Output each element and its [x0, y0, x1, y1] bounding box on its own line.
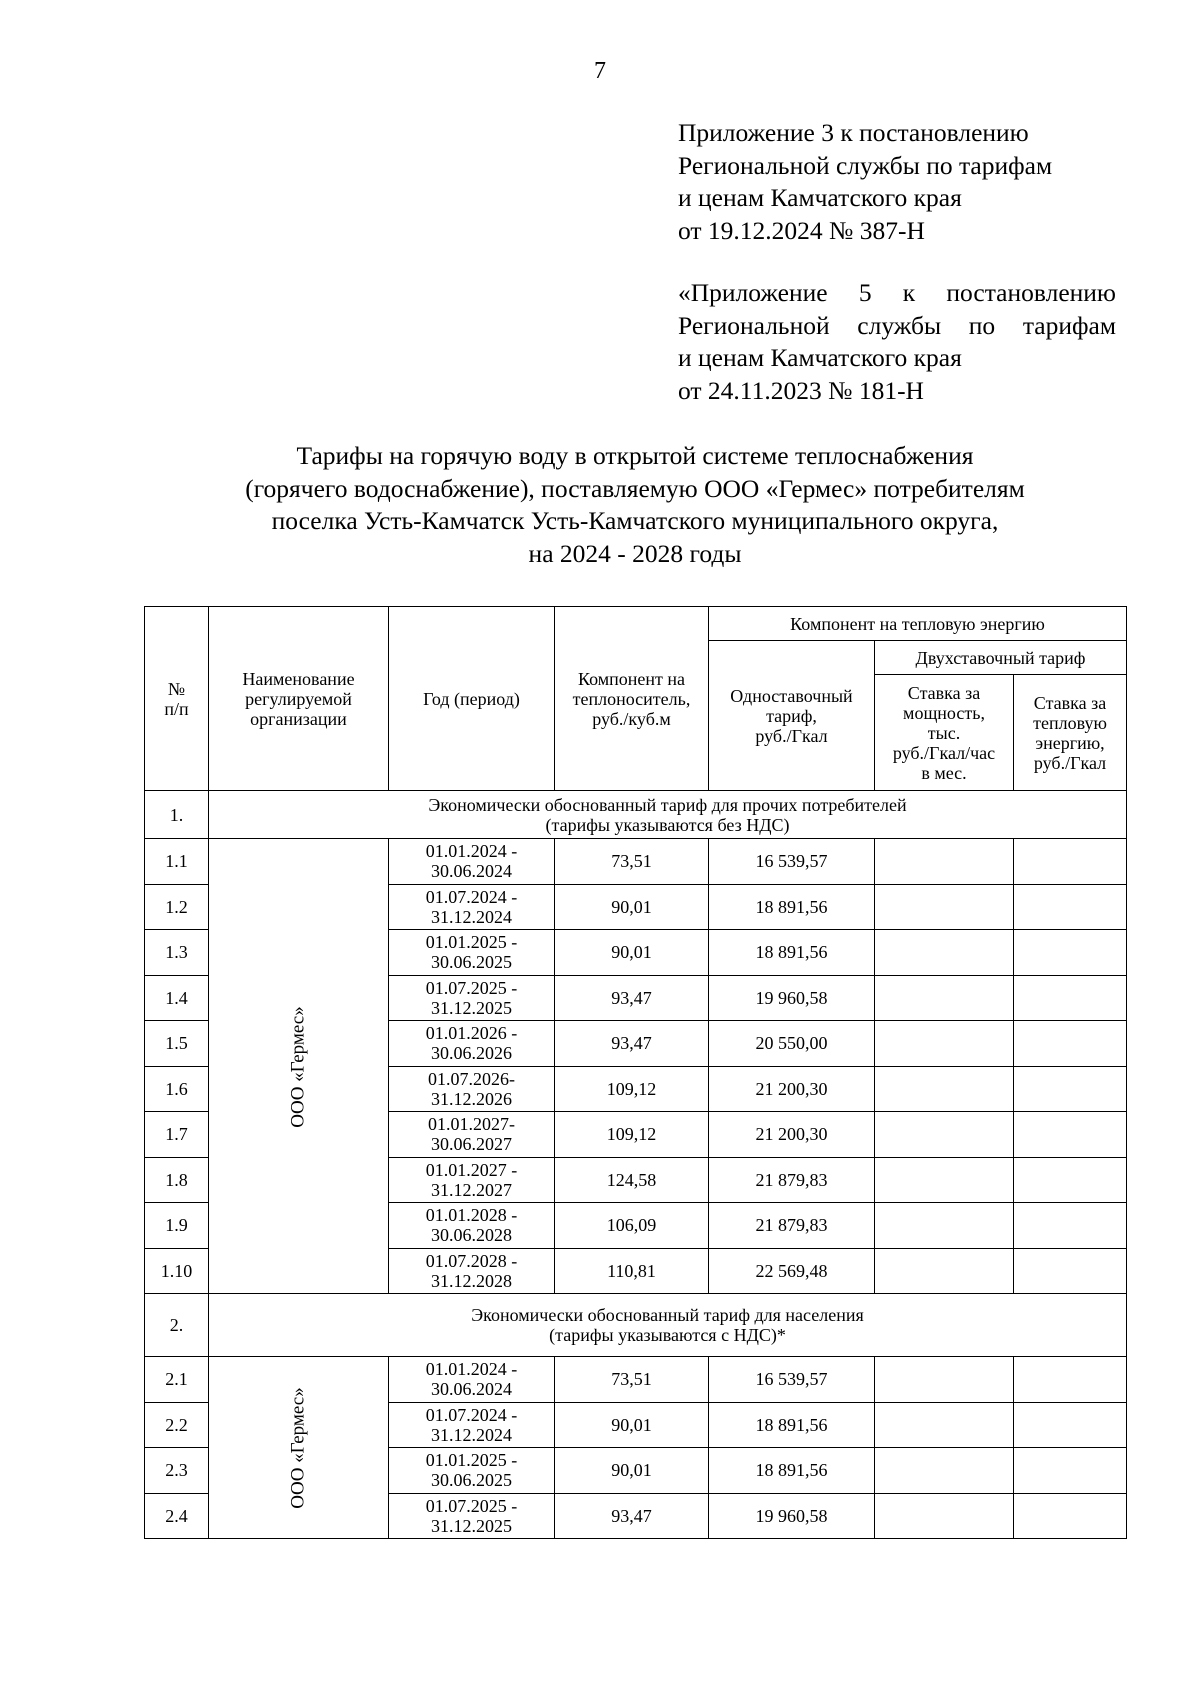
header-single-line: тариф, — [766, 705, 817, 726]
period-line: 30.06.2028 — [431, 1225, 512, 1246]
header-carrier-line: руб./куб.м — [592, 708, 671, 729]
row-number: 1.8 — [145, 1157, 209, 1203]
header-capacity-line: мощность, — [903, 702, 985, 723]
period-line: 30.06.2027 — [431, 1134, 512, 1155]
carrier-value: 93,47 — [555, 1021, 709, 1067]
energy-rate-value — [1014, 1021, 1127, 1067]
section-title — [209, 791, 1127, 839]
single-rate-value: 18 891,56 — [709, 884, 875, 930]
appendix-original-line: от 24.11.2023 № 181-Н — [678, 375, 924, 405]
organization-name: ООО «Гермес» — [287, 1005, 309, 1128]
header-org-line: организации — [250, 708, 347, 729]
capacity-rate-value — [875, 975, 1014, 1021]
period-line: 01.07.2025 - — [425, 1495, 518, 1516]
period-line: 30.06.2024 — [431, 1379, 512, 1400]
header-energy-line: энергию, — [1035, 732, 1105, 753]
carrier-value: 90,01 — [555, 1402, 709, 1448]
appendix-current-line: Приложение 3 к постановлению — [678, 118, 1029, 147]
period-cell — [389, 1021, 555, 1067]
capacity-rate-value — [875, 1357, 1014, 1403]
section-title-line: (тарифы указываются без НДС) — [545, 814, 790, 835]
carrier-value: 106,09 — [555, 1203, 709, 1249]
row-number: 2.4 — [145, 1493, 209, 1539]
organization-name: ООО «Гермес» — [287, 1387, 309, 1509]
capacity-rate-value — [875, 930, 1014, 976]
header-single-line: руб./Гкал — [755, 725, 828, 746]
period-line: 31.12.2026 — [431, 1088, 512, 1109]
row-number: 1.5 — [145, 1021, 209, 1067]
period-cell — [389, 1448, 555, 1494]
single-rate-value: 21 879,83 — [709, 1203, 875, 1249]
capacity-rate-value — [875, 1402, 1014, 1448]
single-rate-value: 20 550,00 — [709, 1021, 875, 1067]
energy-rate-value — [1014, 1402, 1127, 1448]
section-title-line: Экономически обоснованный тариф для населения — [471, 1305, 864, 1325]
energy-rate-value — [1014, 1493, 1127, 1539]
appendix-original-line: Региональной службы по тарифам — [678, 310, 1116, 340]
energy-rate-value — [1014, 1112, 1127, 1158]
period-line: 01.01.2027 - — [425, 1159, 518, 1180]
header-two-rate: Двухставочный тариф — [875, 641, 1127, 675]
header-org-line: регулируемой — [245, 688, 352, 709]
energy-rate-value — [1014, 1203, 1127, 1249]
header-energy-line: Ставка за — [1033, 692, 1107, 713]
header-num — [145, 607, 209, 791]
row-number: 1.1 — [145, 839, 209, 885]
energy-rate-value — [1014, 1248, 1127, 1294]
document-title — [130, 440, 1140, 570]
table-row — [145, 1357, 1127, 1403]
carrier-value: 110,81 — [555, 1248, 709, 1294]
table-body — [145, 791, 1127, 1539]
period-cell — [389, 1248, 555, 1294]
period-cell — [389, 884, 555, 930]
row-number: 2.3 — [145, 1448, 209, 1494]
period-line: 01.01.2024 - — [425, 1359, 518, 1380]
period-cell — [389, 1203, 555, 1249]
period-line: 31.12.2024 — [431, 906, 512, 927]
row-number: 1.9 — [145, 1203, 209, 1249]
energy-rate-value — [1014, 839, 1127, 885]
header-period: Год (период) — [389, 607, 555, 791]
period-line: 31.12.2027 — [431, 1179, 512, 1200]
period-line: 31.12.2028 — [431, 1270, 512, 1291]
appendix-original-line: «Приложение 5 к постановлению — [678, 278, 1116, 307]
header-capacity-line: Ставка за — [907, 682, 981, 703]
organization-name-cell — [209, 1357, 389, 1539]
period-line: 01.01.2024 - — [425, 841, 518, 862]
period-cell — [389, 1066, 555, 1112]
single-rate-value: 21 879,83 — [709, 1157, 875, 1203]
carrier-value: 90,01 — [555, 884, 709, 930]
energy-rate-value — [1014, 1157, 1127, 1203]
period-cell — [389, 930, 555, 976]
single-rate-value: 21 200,30 — [709, 1066, 875, 1112]
section-title-line: Экономически обоснованный тариф для прочих потребителей — [428, 794, 907, 815]
single-rate-value: 18 891,56 — [709, 1402, 875, 1448]
period-cell — [389, 839, 555, 885]
header-capacity-line: тыс. — [927, 722, 961, 743]
period-cell — [389, 1402, 555, 1448]
row-number: 1.7 — [145, 1112, 209, 1158]
capacity-rate-value — [875, 1112, 1014, 1158]
section-header-row — [145, 1294, 1127, 1357]
period-line: 01.01.2026 - — [425, 1023, 518, 1044]
carrier-value: 109,12 — [555, 1112, 709, 1158]
title-line: на 2024 - 2028 годы — [528, 538, 742, 568]
row-number: 1.6 — [145, 1066, 209, 1112]
period-cell — [389, 975, 555, 1021]
carrier-value: 93,47 — [555, 975, 709, 1021]
period-line: 01.07.2028 - — [425, 1250, 518, 1271]
period-line: 01.01.2025 - — [425, 932, 518, 953]
carrier-value: 73,51 — [555, 1357, 709, 1403]
single-rate-value: 16 539,57 — [709, 1357, 875, 1403]
header-single-line: Одноставочный — [730, 685, 853, 706]
header-org-line: Наименование — [242, 668, 355, 689]
period-line: 31.12.2024 — [431, 1424, 512, 1445]
single-rate-value: 18 891,56 — [709, 1448, 875, 1494]
tariff-table — [144, 606, 1127, 1539]
energy-rate-value — [1014, 975, 1127, 1021]
section-title — [209, 1294, 1127, 1357]
page-number: 7 — [594, 58, 606, 84]
carrier-value: 90,01 — [555, 930, 709, 976]
period-cell — [389, 1493, 555, 1539]
period-cell — [389, 1157, 555, 1203]
header-capacity-line: руб./Гкал/час — [892, 742, 996, 763]
title-line: поселка Усть-Камчатск Усть-Камчатского муниципального округа, — [271, 506, 999, 535]
single-rate-value: 18 891,56 — [709, 930, 875, 976]
header-energy-line: тепловую — [1033, 712, 1107, 733]
table-row — [145, 839, 1127, 885]
period-line: 30.06.2025 — [431, 1470, 512, 1491]
header-carrier-line: теплоноситель, — [572, 688, 691, 709]
row-number: 1.2 — [145, 884, 209, 930]
appendix-original-line: и ценам Камчатского края — [678, 343, 962, 372]
section-title-line: (тарифы указываются с НДС)* — [549, 1325, 786, 1345]
period-line: 01.01.2025 - — [425, 1450, 518, 1471]
appendix-current-line: от 19.12.2024 № 387-Н — [678, 215, 925, 245]
appendix-original-block — [678, 277, 1116, 407]
header-capacity-line: в мес. — [921, 762, 967, 783]
capacity-rate-value — [875, 1157, 1014, 1203]
section-number: 2. — [145, 1294, 209, 1357]
energy-rate-value — [1014, 1448, 1127, 1494]
header-carrier-line: Компонент на — [577, 668, 686, 689]
single-rate-value: 19 960,58 — [709, 975, 875, 1021]
header-carrier — [555, 607, 709, 791]
row-number: 2.1 — [145, 1357, 209, 1403]
period-line: 30.06.2025 — [431, 952, 512, 973]
carrier-value: 90,01 — [555, 1448, 709, 1494]
appendix-current-block — [678, 117, 1116, 247]
appendix-current-line: Региональной службы по тарифам — [678, 150, 1053, 180]
capacity-rate-value — [875, 1493, 1014, 1539]
single-rate-value: 22 569,48 — [709, 1248, 875, 1294]
period-line: 01.07.2026- — [428, 1068, 515, 1089]
period-line: 01.07.2024 - — [425, 886, 518, 907]
capacity-rate-value — [875, 1203, 1014, 1249]
capacity-rate-value — [875, 1021, 1014, 1067]
row-number: 1.10 — [145, 1248, 209, 1294]
capacity-rate-value — [875, 1248, 1014, 1294]
header-num-line: № — [167, 678, 186, 699]
carrier-value: 73,51 — [555, 839, 709, 885]
header-org-name — [209, 607, 389, 791]
header-num-line: п/п — [164, 698, 189, 719]
period-cell — [389, 1112, 555, 1158]
title-line: Тарифы на горячую воду в открытой системе теплоснабжения — [296, 441, 974, 470]
header-capacity-rate — [875, 675, 1014, 791]
capacity-rate-value — [875, 839, 1014, 885]
appendix-current-line: и ценам Камчатского края — [678, 183, 962, 212]
period-cell — [389, 1357, 555, 1403]
carrier-value: 124,58 — [555, 1157, 709, 1203]
row-number: 2.2 — [145, 1402, 209, 1448]
header-energy-rate — [1014, 675, 1127, 791]
period-line: 01.01.2028 - — [425, 1205, 518, 1226]
energy-rate-value — [1014, 930, 1127, 976]
period-line: 01.01.2027- — [428, 1114, 515, 1135]
energy-rate-value — [1014, 1066, 1127, 1112]
row-number: 1.3 — [145, 930, 209, 976]
carrier-value: 93,47 — [555, 1493, 709, 1539]
period-line: 30.06.2026 — [431, 1043, 512, 1064]
single-rate-value: 19 960,58 — [709, 1493, 875, 1539]
title-line: (горячего водоснабжение), поставляемую ООО «Гермес» потребителям — [245, 473, 1025, 503]
period-line: 31.12.2025 — [431, 997, 512, 1018]
carrier-value: 109,12 — [555, 1066, 709, 1112]
period-line: 01.07.2025 - — [425, 977, 518, 998]
section-header-row — [145, 791, 1127, 839]
single-rate-value: 21 200,30 — [709, 1112, 875, 1158]
period-line: 01.07.2024 - — [425, 1404, 518, 1425]
capacity-rate-value — [875, 1448, 1014, 1494]
capacity-rate-value — [875, 884, 1014, 930]
period-line: 31.12.2025 — [431, 1515, 512, 1536]
period-line: 30.06.2024 — [431, 861, 512, 882]
capacity-rate-value — [875, 1066, 1014, 1112]
header-energy-line: руб./Гкал — [1033, 752, 1107, 773]
organization-name-cell — [209, 839, 389, 1294]
header-heat-component: Компонент на тепловую энергию — [709, 607, 1127, 641]
energy-rate-value — [1014, 884, 1127, 930]
single-rate-value: 16 539,57 — [709, 839, 875, 885]
section-number: 1. — [145, 791, 209, 839]
row-number: 1.4 — [145, 975, 209, 1021]
energy-rate-value — [1014, 1357, 1127, 1403]
header-single-rate — [709, 641, 875, 791]
